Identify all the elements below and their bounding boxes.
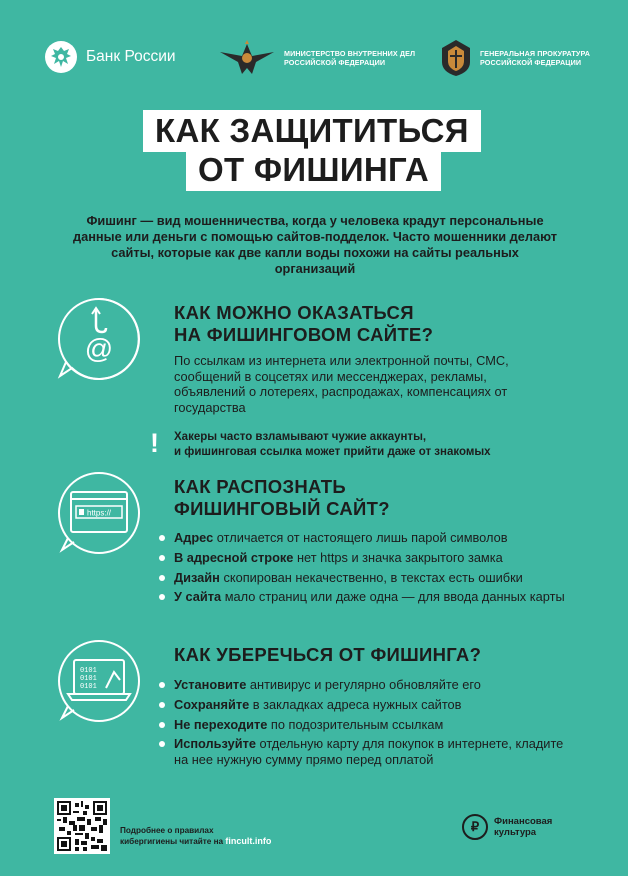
title-line2: ОТ ФИШИНГА xyxy=(186,149,441,191)
prosecutor-name-line2: РОССИЙСКОЙ ФЕДЕРАЦИИ xyxy=(480,58,582,67)
svg-text:0101: 0101 xyxy=(80,667,97,675)
svg-text:https://: https:// xyxy=(87,508,112,518)
eagle-emblem-icon xyxy=(44,40,78,74)
section3-title: КАК УБЕРЕЧЬСЯ ОТ ФИШИНГА? xyxy=(174,644,482,665)
warning-icon: ! xyxy=(150,428,159,458)
financial-culture-logo: ₽ Финансовая культура xyxy=(462,814,552,840)
section1-text: По ссылкам из интернета или электронной почты, СМС, сообщений в соцсетях или мессенджерах, рекламы, объявлений о лотереях, распродажах, компенсациях от государства xyxy=(174,353,509,415)
intro-text: Фишинг — вид мошенничества, когда у человека крадут персональные данные или деньги с помощью сайтов-подделок. Часто мошенники делают сайты, которые как две капли воды похожи на сайты реальных организаций xyxy=(72,213,558,276)
ruble-icon: ₽ xyxy=(462,814,488,840)
prosecutor-name-line1: ГЕНЕРАЛЬНАЯ ПРОКУРАТУРА xyxy=(480,49,591,58)
section3-list xyxy=(174,677,574,772)
qr-code-icon xyxy=(57,801,107,851)
section2-list xyxy=(174,530,574,609)
list-item: Установите антивирус и регулярно обновляйте его xyxy=(174,677,574,693)
mvd-name-line2: РОССИЙСКОЙ ФЕДЕРАЦИИ xyxy=(284,58,386,67)
title-line1: КАК ЗАЩИТИТЬСЯ xyxy=(143,110,481,152)
list-item: Сохраняйте в закладках адреса нужных сайтов xyxy=(174,697,574,713)
list-item: Дизайн скопирован некачественно, в текстах есть ошибки xyxy=(174,570,574,586)
browser-https-icon xyxy=(56,470,142,561)
list-item: В адресной строке нет https и значка закрытого замка xyxy=(174,550,574,566)
phishing-hook-icon xyxy=(56,296,142,387)
prosecutor-logo xyxy=(438,38,590,78)
bank-of-russia-name: Банк России xyxy=(86,48,176,65)
warning-text: Хакеры часто взламывают чужие аккаунты, и фишинговая ссылка может прийти даже от знакомых xyxy=(174,431,491,458)
list-item: Не переходите по подозрительным ссылкам xyxy=(174,717,574,733)
at-sign-icon: @ xyxy=(84,333,114,364)
qr-code[interactable] xyxy=(54,798,110,854)
laptop-binary-icon xyxy=(56,638,142,729)
bank-of-russia-logo xyxy=(44,40,176,74)
svg-text:0101: 0101 xyxy=(80,683,97,691)
section1-title: КАК МОЖНО ОКАЗАТЬСЯ НА ФИШИНГОВОМ САЙТЕ? xyxy=(174,302,434,345)
footer-more-info: Подробнее о правилах кибергигиены читайте на fincult.info xyxy=(120,826,272,846)
fincult-link[interactable]: fincult.info xyxy=(225,836,272,846)
section2-title: КАК РАСПОЗНАТЬ ФИШИНГОВЫЙ САЙТ? xyxy=(174,476,390,519)
prosecutor-emblem-icon xyxy=(438,38,474,78)
list-item: Адрес отличается от настоящего лишь парой символов xyxy=(174,530,574,546)
mvd-name-line1: МИНИСТЕРСТВО ВНУТРЕННИХ ДЕЛ xyxy=(284,49,416,58)
mvd-logo xyxy=(216,38,415,78)
list-item: У сайта мало страниц или даже одна — для ввода данных карты xyxy=(174,589,574,605)
svg-text:0101: 0101 xyxy=(80,675,97,683)
mvd-emblem-icon xyxy=(216,38,278,78)
list-item: Используйте отдельную карту для покупок в интернете, кладите на нее нужную сумму прямо перед оплатой xyxy=(174,736,574,767)
